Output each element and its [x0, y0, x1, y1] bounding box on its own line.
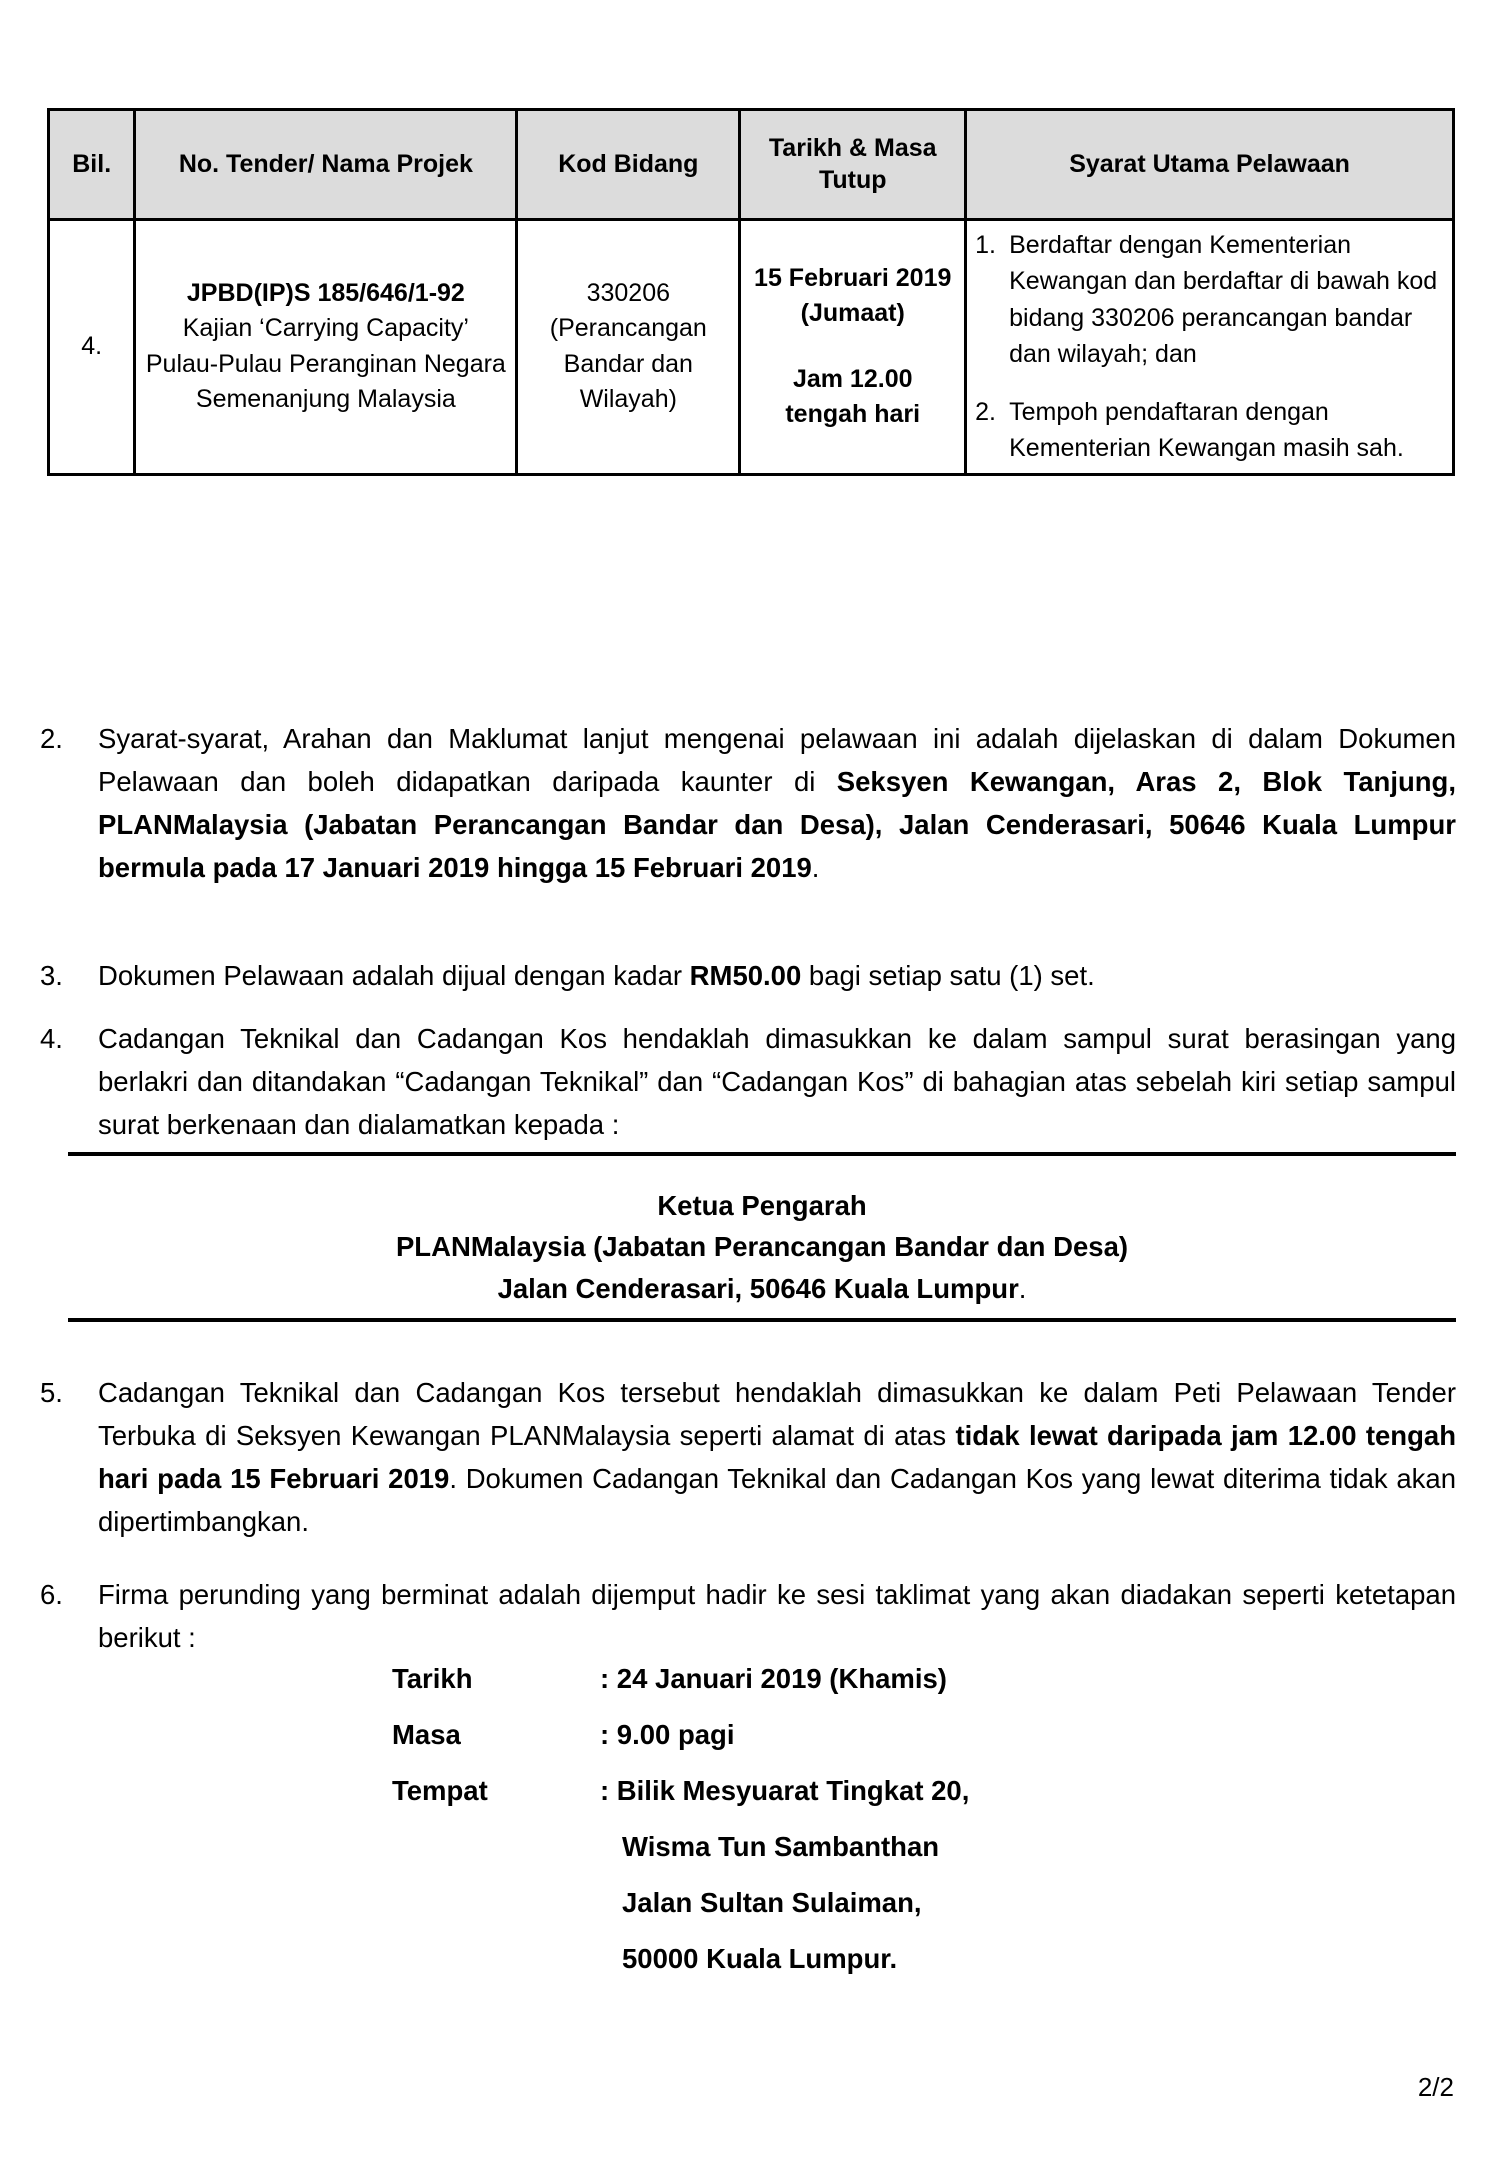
paragraph-6	[40, 1574, 1456, 1660]
cell-kod-bidang	[517, 220, 740, 475]
table-row	[49, 220, 1454, 475]
paragraph-number: 6.	[40, 1579, 63, 1610]
briefing-row-tempat	[392, 1775, 1292, 1975]
paragraph-2-part1: Syarat-syarat, Arahan dan Maklumat lanjut mengenai pelawaan ini adalah dijelaskan di dalam Dokumen Pelawaan dan boleh didapatkan daripada kaunter di	[98, 723, 1456, 797]
briefing-label-masa: Masa	[392, 1719, 461, 1750]
paragraph-2-bold: Seksyen Kewangan, Aras 2, Blok Tanjung, PLANMalaysia (Jabatan Perancangan Bandar dan Desa), Jalan Cenderasari, 50646 Kuala Lumpur bermula pada 17 Januari 2019 hingga 15 Februari 2019	[98, 765, 1456, 883]
list-item-text: Berdaftar dengan Kementerian Kewangan dan berdaftar di bawah kod bidang 330206 perancangan bandar dan wilayah; dan	[1009, 231, 1438, 368]
paragraph-5-part2: . Dokumen Cadangan Teknikal dan Cadangan Kos yang lewat diterima tidak akan dipertimbangkan.	[98, 1462, 1456, 1537]
paragraph-3	[40, 955, 1456, 998]
recipient-address	[68, 1185, 1456, 1309]
paragraph-text	[98, 718, 1456, 890]
paragraph-text: Firma perunding yang berminat adalah dijemput hadir ke sesi taklimat yang akan diadakan seperti ketetapan berikut :	[98, 1579, 1456, 1653]
table-header-row	[49, 110, 1454, 220]
tender-number: JPBD(IP)S 185/646/1-92	[186, 278, 465, 307]
spacer	[749, 332, 956, 362]
address-line-organisation: PLANMalaysia (Jabatan Perancangan Bandar dan Desa)	[395, 1231, 1129, 1263]
paragraph-number: 3.	[40, 960, 63, 991]
address-line-title: Ketua Pengarah	[657, 1190, 867, 1221]
paragraph-text	[98, 1372, 1456, 1544]
column-header-bil: Bil.	[49, 110, 135, 220]
venue-line-2: Wisma Tun Sambanthan	[622, 1831, 940, 1862]
paragraph-5	[40, 1372, 1456, 1544]
address-street-text: Jalan Cenderasari, 50646 Kuala Lumpur	[497, 1272, 1019, 1304]
column-header-project: No. Tender/ Nama Projek	[135, 110, 517, 220]
syarat-list	[975, 227, 1444, 467]
column-header-tarikh-masa-tutup: Tarikh & Masa Tutup	[740, 110, 966, 220]
paragraph-number: 5.	[40, 1377, 63, 1408]
paragraph-number: 4.	[40, 1023, 63, 1054]
briefing-row-tarikh	[392, 1663, 1292, 1695]
column-header-syarat-utama: Syarat Utama Pelawaan	[966, 110, 1454, 220]
briefing-value-masa: : 9.00 pagi	[600, 1719, 735, 1750]
paragraph-2	[40, 718, 1456, 890]
venue-line-1: : Bilik Mesyuarat Tingkat 20,	[600, 1775, 970, 1806]
venue-line-4: 50000 Kuala Lumpur.	[622, 1943, 898, 1974]
list-item-number: 1.	[975, 231, 996, 259]
list-item	[975, 394, 1444, 467]
list-item-number: 2.	[975, 398, 996, 426]
address-street-period: .	[1018, 1272, 1027, 1304]
deadline-bold: tidak lewat daripada jam 12.00 tengah hari pada 15 Februari 2019	[98, 1419, 1456, 1494]
kod-bidang-code: 330206	[586, 278, 671, 307]
cell-tarikh-masa-tutup	[740, 220, 966, 475]
paragraph-number: 2.	[40, 723, 63, 754]
divider-bottom	[68, 1318, 1456, 1322]
closing-time: Jam 12.00 tengah hari	[785, 364, 921, 429]
paragraph-text	[98, 955, 1456, 998]
page-number: 2/2	[1417, 2072, 1454, 2102]
cell-bil: 4.	[49, 220, 135, 475]
list-item-text: Tempoh pendaftaran dengan Kementerian Kewangan masih sah.	[1009, 398, 1404, 463]
paragraph-3-part1: Dokumen Pelawaan adalah dijual dengan kadar	[98, 960, 690, 991]
briefing-label-tarikh: Tarikh	[392, 1663, 473, 1694]
briefing-value-tarikh: : 24 Januari 2019 (Khamis)	[600, 1663, 947, 1694]
briefing-details	[392, 1663, 1292, 1999]
briefing-row-masa	[392, 1719, 1292, 1751]
paragraph-2-part2: .	[811, 851, 820, 883]
cell-syarat-utama	[966, 220, 1454, 475]
price-amount: RM50.00	[689, 960, 802, 991]
briefing-label-tempat: Tempat	[392, 1775, 488, 1806]
column-header-kod-bidang: Kod Bidang	[517, 110, 740, 220]
cell-project	[135, 220, 517, 475]
address-line-street	[68, 1268, 1456, 1309]
list-item	[975, 227, 1444, 372]
project-name: Kajian ‘Carrying Capacity’ Pulau-Pulau Peranginan Negara Semenanjung Malaysia	[145, 314, 506, 414]
closing-date: 15 Februari 2019 (Jumaat)	[754, 263, 952, 328]
kod-bidang-description: (Perancangan Bandar dan Wilayah)	[549, 314, 707, 414]
paragraph-3-part2: bagi setiap satu (1) set.	[801, 960, 1095, 991]
paragraph-4	[40, 1018, 1456, 1147]
venue-line-3: Jalan Sultan Sulaiman,	[622, 1887, 922, 1918]
paragraph-text: Cadangan Teknikal dan Cadangan Kos hendaklah dimasukkan ke dalam sampul surat berasingan yang berlakri dan ditandakan “Cadangan Teknikal” dan “Cadangan Kos” di bahagian atas sebelah kiri setiap sampul surat berkenaan dan dialamatkan kepada :	[98, 1023, 1456, 1140]
briefing-value-tempat	[600, 1775, 1292, 1975]
tender-table	[47, 108, 1455, 476]
divider-top	[68, 1152, 1456, 1156]
paragraph-5-part1: Cadangan Teknikal dan Cadangan Kos tersebut hendaklah dimasukkan ke dalam Peti Pelawaan Tender Terbuka di Seksyen Kewangan PLANMalaysia seperti alamat di atas	[98, 1377, 1456, 1451]
